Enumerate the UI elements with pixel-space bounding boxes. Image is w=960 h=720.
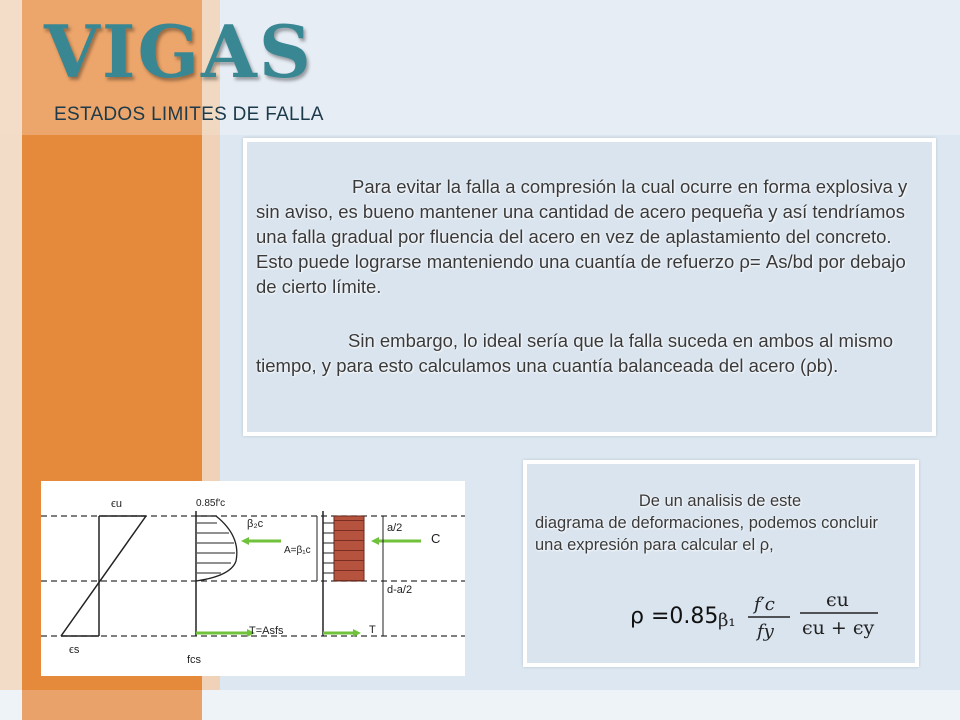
formula-graphic: [630, 582, 890, 642]
rho-formula: [630, 582, 890, 642]
paragraph-2: [256, 328, 916, 378]
formula-frac2-den: ϵu + ϵy: [802, 617, 875, 639]
bottom-orange: [22, 690, 202, 720]
top-band: [220, 0, 960, 135]
formula-beta: β₁: [718, 610, 736, 631]
slide-subtitle: ESTADOS LIMITES DE FALLA: [54, 104, 324, 125]
formula-frac2-num: ϵu: [826, 589, 849, 611]
label-a-b1c: A=β₁c: [284, 545, 311, 556]
label-b2c: β₂c: [247, 518, 264, 530]
formula-lhs: ρ =0.85: [630, 604, 719, 629]
analysis-line-1: De un analisis de este: [638, 492, 802, 510]
paragraph-2-text: Sin embargo, lo ideal sería que la falla suceda en ambos al mismo tiempo, y para esto calculamos una cuantía balanceada del acero (ρb).: [256, 330, 894, 376]
paragraph-1-text: Para evitar la falla a compresión la cual ocurre en forma explosiva y sin aviso, es bueno mantener una cantidad de acero pequeña y así tendríamos una falla gradual por fluencia del acero en vez de aplastamiento del concreto. Esto puede lograrse manteniendo una cuantía de refuerzo ρ= As/bd por debajo de cierto límite.: [256, 176, 908, 297]
analysis-line-rest: diagrama de deformaciones, podemos concluir una expresión para calcular el ρ,: [535, 514, 879, 554]
label-c: C: [431, 531, 441, 546]
strain-diagram: [41, 481, 465, 676]
analysis-text: [535, 490, 905, 556]
label-a2: a/2: [387, 522, 403, 534]
formula-frac1-den: fy: [757, 621, 774, 642]
slide-title: VIGAS: [44, 9, 313, 94]
paragraph-1: [256, 174, 916, 299]
label-eu: ϵu: [111, 498, 122, 510]
label-d-a2: d-a/2: [387, 584, 413, 596]
label-fcs: fcs: [187, 654, 202, 666]
label-085fc: 0.85f'c: [196, 498, 226, 509]
label-t-asfs: T=Asfs: [249, 625, 284, 637]
label-es: ϵs: [69, 644, 80, 656]
label-t: T: [369, 624, 376, 636]
formula-frac1-num: f′c: [754, 594, 775, 615]
